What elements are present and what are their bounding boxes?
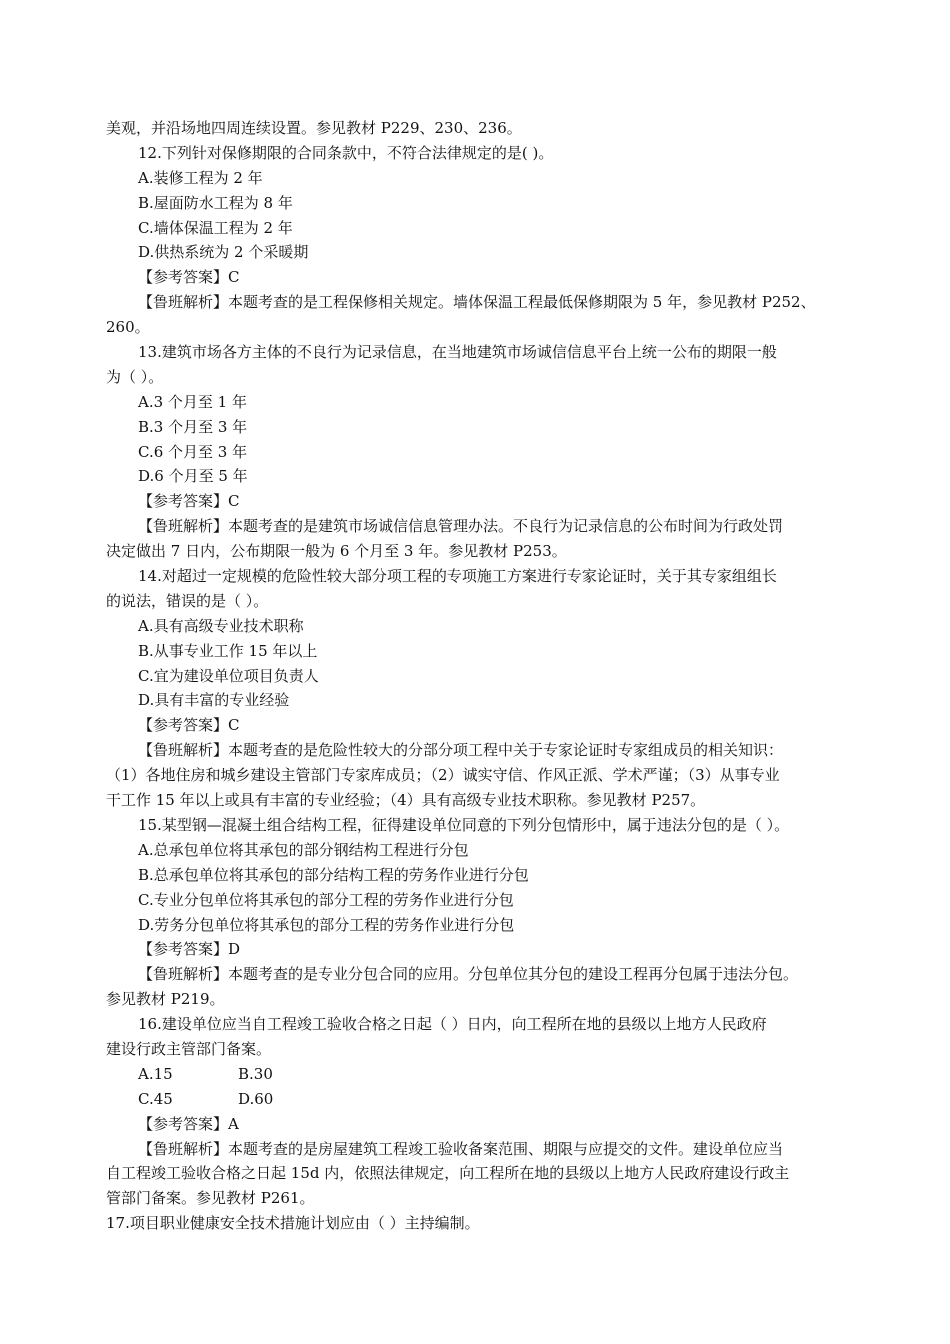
option-d: D.6 个月至 5 年	[138, 467, 248, 486]
question-16-cont: 建设行政主管部门备案。	[106, 1039, 272, 1058]
explanation-cont: 自工程竣工验收合格之日起 15d 内，依照法律规定，向工程所在地的县级以上地方人民政府建设行政主	[106, 1164, 790, 1183]
document-body	[106, 116, 858, 1236]
explanation-cont: 干工作 15 年以上或具有丰富的专业经验；（4）具有高级专业技术职称。参见教材 P257。	[106, 791, 706, 810]
question-13: 13.建筑市场各方主体的不良行为记录信息，在当地建筑市场诚信信息平台上统一公布的期限一般	[138, 343, 777, 362]
question-16: 16.建设单位应当自工程竣工验收合格之日起（ ）日内，向工程所在地的县级以上地方人民政府	[138, 1015, 767, 1034]
question-17: 17.项目职业健康安全技术措施计划应由（ ）主持编制。	[106, 1214, 480, 1233]
question-15: 15.某型钢—混凝土组合结构工程，征得建设单位同意的下列分包情形中，属于违法分包的是（ ）。	[138, 815, 790, 834]
answer-label: 【参考答案】C	[138, 268, 240, 287]
option-row	[106, 1062, 858, 1087]
option-a: A.装修工程为 2 年	[138, 168, 263, 187]
explanation-cont: 参见教材 P219。	[106, 990, 225, 1009]
option-c: C.墙体保温工程为 2 年	[138, 218, 293, 237]
explanation-cont: 管部门备案。参见教材 P261。	[106, 1189, 315, 1208]
question-13-cont: 为（ ）。	[106, 367, 164, 386]
option-c: C.6 个月至 3 年	[138, 442, 248, 461]
option-b: B.从事专业工作 15 年以上	[138, 641, 318, 660]
option-c: C.45	[138, 1089, 173, 1108]
answer-label: 【参考答案】A	[138, 1114, 239, 1133]
question-12: 12.下列针对保修期限的合同条款中，不符合法律规定的是( )。	[138, 143, 554, 162]
option-d: D.具有丰富的专业经验	[138, 691, 290, 710]
option-a: A.3 个月至 1 年	[138, 392, 247, 411]
answer-label: 【参考答案】D	[138, 940, 241, 959]
option-b: B.3 个月至 3 年	[138, 417, 248, 436]
explanation: 【鲁班解析】本题考查的是专业分包合同的应用。分包单位其分包的建设工程再分包属于违法分包。	[138, 965, 799, 984]
option-c: C.宜为建设单位项目负责人	[138, 666, 319, 685]
explanation: 【鲁班解析】本题考查的是房屋建筑工程竣工验收备案范围、期限与应提交的文件。建设单位应当	[138, 1139, 784, 1158]
option-row	[106, 1087, 858, 1112]
explanation: 【鲁班解析】本题考查的是工程保修相关规定。墙体保温工程最低保修期限为 5 年，参见教材 P252、	[138, 293, 816, 312]
explanation: 【鲁班解析】本题考查的是危险性较大的分部分项工程中关于专家论证时专家组成员的相关知识：	[138, 741, 784, 760]
option-a: A.15	[138, 1064, 173, 1083]
explanation-cont: 260。	[106, 318, 150, 337]
explanation-cont: 决定做出 7 日内，公布期限一般为 6 个月至 3 年。参见教材 P253。	[106, 542, 567, 561]
option-b: B.30	[238, 1064, 273, 1083]
option-b: B.总承包单位将其承包的部分结构工程的劳务作业进行分包	[138, 865, 529, 884]
option-d: D.劳务分包单位将其承包的部分工程的劳务作业进行分包	[138, 915, 515, 934]
option-d: D.供热系统为 2 个采暖期	[138, 243, 309, 262]
option-a: A.总承包单位将其承包的部分钢结构工程进行分包	[138, 840, 469, 859]
option-b: B.屋面防水工程为 8 年	[138, 193, 293, 212]
option-a: A.具有高级专业技术职称	[138, 616, 304, 635]
option-c: C.专业分包单位将其承包的部分工程的劳务作业进行分包	[138, 890, 514, 909]
explanation: 【鲁班解析】本题考查的是建筑市场诚信信息管理办法。不良行为记录信息的公布时间为行政处罚	[138, 517, 784, 536]
answer-label: 【参考答案】C	[138, 716, 240, 735]
question-14-cont: 的说法，错误的是（ ）。	[106, 591, 269, 610]
answer-label: 【参考答案】C	[138, 492, 240, 511]
option-d: D.60	[238, 1089, 274, 1108]
question-14: 14.对超过一定规模的危险性较大部分项工程的专项施工方案进行专家论证时，关于其专家组组长	[138, 567, 777, 586]
explanation-cont: （1）各地住房和城乡建设主管部门专家库成员；（2）诚实守信、作风正派、学术严谨；（3）从事专业	[106, 766, 780, 785]
text-line: 美观，并沿场地四周连续设置。参见教材 P229、230、236。	[106, 119, 522, 137]
